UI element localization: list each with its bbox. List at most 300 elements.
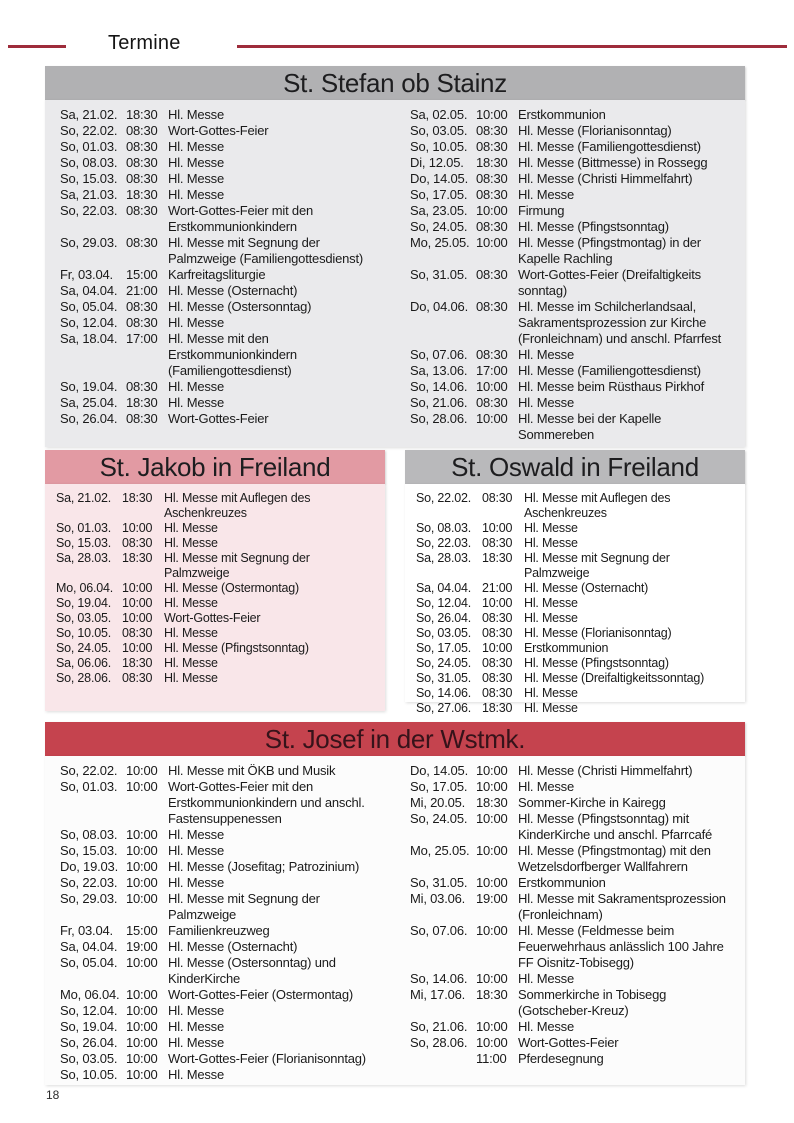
schedule-row (410, 395, 737, 411)
event-time: 08:30 (126, 379, 158, 394)
event-time: 10:00 (126, 1003, 158, 1018)
event-date: Mo, 25.05. (410, 235, 470, 250)
event-date: Sa, 28.03. (56, 551, 111, 565)
event-time: 10:00 (126, 875, 158, 890)
event-date: Do, 19.03. (60, 859, 118, 874)
event-description: Hl. Messe mit Segnung der Palmzweige (524, 551, 670, 580)
event-description: Hl. Messe (518, 187, 574, 202)
event-date: So, 08.03. (60, 827, 118, 842)
event-description: Hl. Messe mit Auflegen des Aschenkreuzes (164, 491, 311, 520)
schedule-row (60, 331, 387, 379)
event-date: Mi, 17.06. (410, 987, 466, 1002)
event-time: 08:30 (126, 315, 158, 330)
event-description: Hl. Messe (Familiengottesdienst) (518, 363, 701, 378)
schedule-row (410, 155, 737, 171)
event-date: So, 26.04. (60, 1035, 118, 1050)
event-description: Wort-Gottes-Feier (168, 411, 269, 426)
event-description: Hl. Messe (518, 971, 574, 986)
event-time: 10:00 (122, 521, 153, 535)
event-time: 18:30 (476, 987, 508, 1002)
event-date: So, 05.04. (60, 299, 118, 314)
event-date: Fr, 03.04. (60, 923, 113, 938)
event-time: 10:00 (476, 875, 508, 890)
event-date: So, 28.06. (56, 671, 111, 685)
event-date: So, 19.04. (60, 379, 118, 394)
section-title: St. Josef in der Wstmk. (45, 722, 745, 756)
event-description: Hl. Messe (Pfingstsonntag) (524, 656, 669, 670)
event-time: 08:30 (476, 347, 508, 362)
event-description: Sommer-Kirche in Kairegg (518, 795, 666, 810)
event-time: 08:30 (126, 299, 158, 314)
schedule-row (60, 139, 387, 155)
event-time: 21:00 (126, 283, 158, 298)
schedule-row (410, 363, 737, 379)
schedule-row (410, 779, 737, 795)
schedule-row (56, 596, 377, 611)
schedule-row (60, 187, 387, 203)
event-date: So, 17.05. (416, 641, 471, 655)
schedule-row (56, 551, 377, 581)
schedule-row (56, 671, 377, 686)
event-time: 08:30 (476, 123, 508, 138)
event-time: 10:00 (126, 1019, 158, 1034)
schedule-row (416, 686, 737, 701)
event-time: 15:00 (126, 923, 158, 938)
event-date: Mo, 06.04. (56, 581, 114, 595)
schedule-row (410, 923, 737, 971)
event-date: So, 03.05. (416, 626, 471, 640)
event-date: So, 07.06. (410, 347, 468, 362)
schedule-row (60, 955, 387, 987)
event-date: Sa, 21.02. (56, 491, 111, 505)
event-date: So, 17.05. (410, 779, 468, 794)
schedule-row (60, 923, 387, 939)
event-date: Mo, 25.05. (410, 843, 470, 858)
event-time: 10:00 (126, 1051, 158, 1066)
event-time: 10:00 (126, 763, 158, 778)
event-description: Hl. Messe (168, 187, 224, 202)
event-date: So, 05.04. (60, 955, 118, 970)
event-time: 10:00 (476, 1035, 508, 1050)
event-time: 15:00 (126, 267, 158, 282)
schedule-row (410, 347, 737, 363)
event-date: So, 12.04. (60, 1003, 118, 1018)
event-date: So, 14.06. (410, 971, 468, 986)
section-body (45, 484, 385, 711)
section-body (45, 100, 745, 447)
event-time: 10:00 (126, 1035, 158, 1050)
event-description: Sommerkirche in Tobisegg (Gotscheber-Kreuz) (518, 987, 667, 1018)
event-description: Hl. Messe (168, 1003, 224, 1018)
event-date: So, 10.05. (60, 1067, 118, 1082)
event-date: So, 26.04. (60, 411, 118, 426)
event-description: Wort-Gottes-Feier mit den Erstkommunionkindern und anschl. Fastensuppenessen (168, 779, 365, 826)
schedule-row (60, 843, 387, 859)
event-description: Hl. Messe mit Auflegen des Aschenkreuzes (524, 491, 671, 520)
schedule-row (410, 107, 737, 123)
schedule-row (60, 891, 387, 923)
event-time: 08:30 (476, 299, 508, 314)
event-date: So, 08.03. (60, 155, 118, 170)
event-time: 08:30 (122, 536, 153, 550)
schedule-column-left (45, 107, 395, 443)
event-date: So, 21.06. (410, 395, 468, 410)
schedule-row (410, 235, 737, 267)
event-time: 10:00 (122, 611, 153, 625)
schedule-row (410, 1035, 737, 1051)
event-date: Sa, 25.04. (60, 395, 118, 410)
event-date: So, 24.05. (416, 656, 471, 670)
event-time: 18:30 (126, 107, 158, 122)
event-time: 21:00 (482, 581, 513, 595)
schedule-row (410, 891, 737, 923)
event-description: Wort-Gottes-Feier (518, 1035, 619, 1050)
schedule-row (416, 551, 737, 581)
event-description: Hl. Messe (Pfingstmontag) mit den Wetzelsdorfberger Wallfahrern (518, 843, 711, 874)
event-time: 08:30 (476, 139, 508, 154)
event-description: Hl. Messe (164, 656, 218, 670)
section-st-stefan (45, 66, 745, 447)
event-time: 10:00 (476, 1019, 508, 1034)
event-description: Hl. Messe (Bittmesse) in Rossegg (518, 155, 708, 170)
schedule-row (416, 641, 737, 656)
event-description: Hl. Messe (Florianisonntag) (524, 626, 672, 640)
event-description: Hl. Messe (168, 315, 224, 330)
event-description: Wort-Gottes-Feier (168, 123, 269, 138)
event-description: Hl. Messe (168, 1067, 224, 1082)
event-time: 19:00 (126, 939, 158, 954)
schedule-row (56, 611, 377, 626)
event-date: So, 27.06. (416, 701, 471, 715)
section-title: St. Stefan ob Stainz (45, 66, 745, 100)
event-date: So, 08.03. (416, 521, 471, 535)
event-date: So, 31.05. (410, 267, 468, 282)
event-description: Wort-Gottes-Feier (Ostermontag) (168, 987, 353, 1002)
event-time: 08:30 (476, 219, 508, 234)
event-description: Hl. Messe (164, 536, 218, 550)
schedule-row (56, 536, 377, 551)
event-time: 10:00 (126, 827, 158, 842)
event-description: Hl. Messe mit Sakramentsprozession (Fronleichnam) (518, 891, 726, 922)
event-description: Hl. Messe (518, 395, 574, 410)
event-date: So, 01.03. (56, 521, 111, 535)
schedule-row (56, 626, 377, 641)
event-time: 10:00 (122, 641, 153, 655)
event-date: So, 19.04. (60, 1019, 118, 1034)
schedule-column-right (395, 107, 745, 443)
event-date: So, 03.05. (56, 611, 111, 625)
event-time: 08:30 (476, 267, 508, 282)
event-description: Erstkommunion (524, 641, 609, 655)
event-time: 10:00 (122, 596, 153, 610)
schedule-row (56, 581, 377, 596)
schedule-row (416, 596, 737, 611)
event-description: Hl. Messe (Florianisonntag) (518, 123, 672, 138)
schedule-row (60, 171, 387, 187)
schedule-row (416, 491, 737, 521)
event-description: Erstkommunion (518, 875, 606, 890)
event-time: 18:30 (122, 491, 153, 505)
event-time: 18:30 (122, 551, 153, 565)
event-time: 08:30 (482, 656, 513, 670)
schedule-row (416, 521, 737, 536)
schedule-row (410, 811, 737, 843)
event-description: Hl. Messe (168, 875, 224, 890)
schedule-row (60, 1003, 387, 1019)
schedule-column-right (395, 763, 745, 1083)
schedule-row (416, 626, 737, 641)
schedule-row (60, 395, 387, 411)
schedule-row (410, 187, 737, 203)
event-time: 10:00 (126, 955, 158, 970)
event-date: Sa, 04.04. (60, 283, 118, 298)
schedule-row (60, 859, 387, 875)
event-date: Mo, 06.04. (60, 987, 120, 1002)
event-description: Hl. Messe (Pfingstsonntag) mit KinderKirche und anschl. Pfarrcafé (518, 811, 713, 842)
event-date: Sa, 21.02. (60, 107, 118, 122)
event-description: Hl. Messe (Osternacht) (168, 939, 298, 954)
schedule-row (410, 123, 737, 139)
event-date: So, 24.05. (56, 641, 111, 655)
event-date: So, 15.03. (60, 171, 118, 186)
event-date: Sa, 21.03. (60, 187, 118, 202)
event-time: 11:00 (476, 1051, 507, 1066)
event-time: 10:00 (126, 779, 158, 794)
schedule-row (60, 235, 387, 267)
event-time: 10:00 (476, 923, 508, 938)
event-description: Hl. Messe (168, 107, 224, 122)
event-description: Hl. Messe (524, 611, 578, 625)
event-description: Wort-Gottes-Feier (Florianisonntag) (168, 1051, 366, 1066)
event-description: Hl. Messe (Feldmesse beim Feuerwehrhaus anlässlich 100 Jahre FF Oisnitz-Tobisegg) (518, 923, 724, 970)
event-time: 08:30 (126, 411, 158, 426)
event-time: 08:30 (482, 536, 513, 550)
event-time: 10:00 (476, 763, 508, 778)
event-time: 10:00 (126, 843, 158, 858)
event-date: So, 07.06. (410, 923, 468, 938)
event-time: 10:00 (126, 891, 158, 906)
event-time: 19:00 (476, 891, 508, 906)
event-description: Hl. Messe (Osternacht) (168, 283, 298, 298)
event-description: Karfreitagsliturgie (168, 267, 266, 282)
event-time: 10:00 (482, 641, 513, 655)
schedule-row (410, 875, 737, 891)
event-time: 08:30 (482, 671, 513, 685)
schedule-column-left (45, 763, 395, 1083)
schedule-row (60, 1035, 387, 1051)
event-description: Hl. Messe mit Segnung der Palmzweige (168, 891, 320, 922)
top-rule-left (8, 45, 66, 48)
schedule-row (56, 521, 377, 536)
top-rule-right (237, 45, 787, 48)
event-description: Hl. Messe im Schilcherlandsaal, Sakramentsprozession zur Kirche (Fronleichnam) und anschl. Pfarrfest (518, 299, 722, 346)
schedule-row (410, 1051, 737, 1067)
schedule-row (60, 1051, 387, 1067)
section-body (405, 484, 745, 715)
event-description: Familienkreuzweg (168, 923, 270, 938)
event-date: So, 17.05. (410, 187, 468, 202)
event-description: Hl. Messe (168, 1019, 224, 1034)
event-date: So, 29.03. (60, 235, 118, 250)
event-time: 18:30 (482, 551, 513, 565)
schedule-row (410, 267, 737, 299)
schedule-row (410, 763, 737, 779)
schedule-row (416, 581, 737, 596)
event-date: Fr, 03.04. (60, 267, 113, 282)
event-time: 18:30 (126, 395, 158, 410)
event-description: Hl. Messe (164, 671, 218, 685)
event-date: Do, 04.06. (410, 299, 468, 314)
event-date: So, 10.05. (410, 139, 468, 154)
event-time: 10:00 (126, 987, 158, 1002)
event-description: Erstkommunion (518, 107, 606, 122)
schedule-row (416, 671, 737, 686)
event-time: 08:30 (122, 671, 153, 685)
event-date: So, 01.03. (60, 779, 118, 794)
event-date: Di, 12.05. (410, 155, 464, 170)
event-date: Mi, 20.05. (410, 795, 466, 810)
event-time: 10:00 (476, 107, 508, 122)
event-time: 08:30 (122, 626, 153, 640)
schedule-row (410, 843, 737, 875)
event-time: 10:00 (126, 1067, 158, 1082)
event-time: 10:00 (482, 521, 513, 535)
event-description: Hl. Messe (164, 626, 218, 640)
event-date: So, 14.06. (410, 379, 468, 394)
event-date: Sa, 13.06. (410, 363, 468, 378)
event-time: 08:30 (476, 171, 508, 186)
event-time: 18:30 (476, 155, 508, 170)
schedule-row (416, 701, 737, 716)
event-description: Hl. Messe (Ostersonntag) und KinderKirche (168, 955, 336, 986)
event-date: So, 12.04. (416, 596, 471, 610)
event-description: Hl. Messe (524, 521, 578, 535)
event-time: 08:30 (476, 187, 508, 202)
event-description: Firmung (518, 203, 565, 218)
event-time: 18:30 (482, 701, 513, 715)
schedule-row (60, 1019, 387, 1035)
event-description: Wort-Gottes-Feier (Dreifaltigkeits sonntag) (518, 267, 701, 298)
section-st-oswald (405, 450, 745, 715)
event-description: Hl. Messe bei der Kapelle Sommereben (518, 411, 662, 442)
schedule-row (60, 763, 387, 779)
schedule-row (56, 491, 377, 521)
event-date: So, 24.05. (410, 219, 468, 234)
schedule-row (60, 283, 387, 299)
event-time: 10:00 (476, 203, 508, 218)
event-date: So, 12.04. (60, 315, 118, 330)
schedule-column (45, 491, 385, 686)
event-description: Wort-Gottes-Feier (164, 611, 261, 625)
event-time: 10:00 (476, 971, 508, 986)
event-time: 08:30 (482, 611, 513, 625)
schedule-row (410, 795, 737, 811)
schedule-row (60, 123, 387, 139)
schedule-row (410, 139, 737, 155)
event-description: Hl. Messe (168, 843, 224, 858)
event-date: So, 29.03. (60, 891, 118, 906)
event-description: Hl. Messe (518, 779, 574, 794)
event-time: 18:30 (122, 656, 153, 670)
event-date: Do, 14.05. (410, 171, 468, 186)
event-date: So, 22.02. (60, 763, 118, 778)
event-description: Hl. Messe mit den Erstkommunionkindern (Familiengottesdienst) (168, 331, 297, 378)
event-time: 08:30 (482, 626, 513, 640)
event-time: 10:00 (476, 379, 508, 394)
event-time: 10:00 (476, 411, 508, 426)
schedule-row (410, 411, 737, 443)
schedule-row (60, 411, 387, 427)
event-date: Sa, 28.03. (416, 551, 471, 565)
schedule-row (410, 1019, 737, 1035)
event-date: So, 22.03. (416, 536, 471, 550)
event-description: Hl. Messe (Josefitag; Patrozinium) (168, 859, 360, 874)
event-date: Sa, 04.04. (60, 939, 118, 954)
event-description: Hl. Messe (Osternacht) (524, 581, 649, 595)
event-description: Hl. Messe (Pfingstmontag) in der Kapelle Rachling (518, 235, 701, 266)
event-date: So, 28.06. (410, 411, 468, 426)
schedule-row (60, 315, 387, 331)
schedule-row (410, 971, 737, 987)
event-date (410, 1051, 476, 1067)
event-date: So, 10.05. (56, 626, 111, 640)
page-header-label: Termine (108, 32, 181, 54)
event-date: So, 31.05. (416, 671, 471, 685)
event-date: Mi, 03.06. (410, 891, 466, 906)
event-description: Hl. Messe mit Segnung der Palmzweige (Familiengottesdienst) (168, 235, 363, 266)
event-time: 08:30 (126, 203, 158, 218)
event-date: So, 21.06. (410, 1019, 468, 1034)
schedule-row (56, 641, 377, 656)
event-description: Hl. Messe (164, 596, 218, 610)
event-date: Sa, 23.05. (410, 203, 468, 218)
event-description: Hl. Messe (Pfingstsonntag) (164, 641, 309, 655)
event-description: Hl. Messe beim Rüsthaus Pirkhof (518, 379, 704, 394)
event-description: Hl. Messe (518, 1019, 574, 1034)
schedule-row (60, 779, 387, 827)
schedule-row (416, 656, 737, 671)
event-time: 10:00 (476, 235, 508, 250)
schedule-row (60, 1067, 387, 1083)
event-description: Hl. Messe (524, 686, 578, 700)
event-date: So, 15.03. (56, 536, 111, 550)
event-time: 08:30 (482, 686, 513, 700)
event-description: Hl. Messe (168, 379, 224, 394)
event-description: Hl. Messe (168, 827, 224, 842)
event-time: 08:30 (126, 235, 158, 250)
event-date: So, 19.04. (56, 596, 111, 610)
event-description: Hl. Messe (164, 521, 218, 535)
schedule-row (60, 827, 387, 843)
schedule-row (60, 107, 387, 123)
event-date: So, 01.03. (60, 139, 118, 154)
event-description: Hl. Messe (524, 701, 578, 715)
schedule-row (60, 155, 387, 171)
event-time: 18:30 (476, 795, 508, 810)
event-description: Hl. Messe (168, 395, 224, 410)
schedule-row (60, 267, 387, 283)
schedule-row (60, 939, 387, 955)
schedule-row (416, 536, 737, 551)
event-time: 10:00 (476, 779, 508, 794)
event-description: Hl. Messe (168, 171, 224, 186)
event-description: Hl. Messe (Dreifaltigkeitssonntag) (524, 671, 705, 685)
event-time: 17:00 (476, 363, 508, 378)
section-body (45, 756, 745, 1085)
event-time: 10:00 (126, 859, 158, 874)
event-date: So, 03.05. (410, 123, 468, 138)
event-time: 10:00 (476, 843, 508, 858)
